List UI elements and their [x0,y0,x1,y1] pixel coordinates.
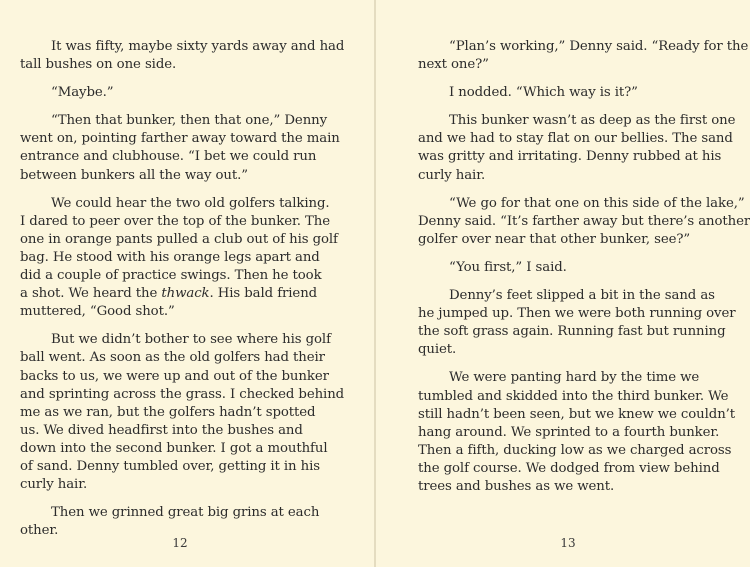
paragraph [418,84,748,102]
text-line: did a couple of practice swings. Then he took [20,268,322,284]
text-line: still hadn’t been seen, but we knew we couldn’t [418,406,736,422]
text-line: and sprinting across the grass. I checked behind [20,386,345,402]
text-line: We were panting hard by the time we [449,370,700,386]
text-line: backs to us, we were up and out of the bunker [20,368,329,384]
text-line: hang around. We sprinted to a fourth bunker. [418,424,720,440]
text-line: went on, pointing farther away toward the main [20,131,340,147]
text-line: tumbled and skidded into the third bunker. We [418,388,729,404]
text-line: I nodded. “Which way is it?” [449,85,638,101]
text-line: Then we grinned great big grins at each [51,505,320,521]
text-line: We could hear the two old golfers talking. [51,195,330,211]
text-line: of sand. Denny tumbled over, getting it in his [20,458,320,474]
text-line: “You first,” I said. [449,259,567,275]
paragraph [418,38,748,74]
paragraph [20,38,344,74]
text-line: curly hair. [418,167,486,183]
paragraph [418,112,748,184]
page-number-right: 13 [560,536,576,550]
text-line: Denny said. “It’s farther away but there’s another [418,213,750,229]
text-line: us. We dived headfirst into the bushes and [20,422,303,438]
text-line: trees and bushes as we went. [418,478,615,494]
text-line: he jumped up. Then we were both running over [418,306,736,322]
text-line: other. [20,523,59,539]
right-page [375,0,750,567]
text-line: one in orange pants pulled a club out of his golf [20,231,338,247]
text-line: tall bushes on one side. [20,57,177,73]
text-line: “Then that bunker, then that one,” Denny [51,113,328,129]
text-line: This bunker wasn’t as deep as the first one [449,113,736,129]
text-line: me as we ran, but the golfers hadn’t spotted [20,404,316,420]
paragraph [20,504,344,540]
text-line: curly hair. [20,477,88,493]
paragraph [20,195,344,322]
text-line: bag. He stood with his orange legs apart and [20,249,320,265]
text-line: the soft grass again. Running fast but running [418,324,726,340]
right-page-text [418,38,748,506]
text-line: between bunkers all the way out.” [20,167,248,183]
text-line: entrance and clubhouse. “I bet we could run [20,149,317,165]
text-line: Then a fifth, ducking low as we charged across [418,442,732,458]
emphasized-word: thwack [161,286,210,302]
text-line: golfer over near that other bunker, see?” [418,231,691,247]
text-line: It was fifty, maybe sixty yards away and had [51,39,345,54]
paragraph [418,259,748,277]
text-line: “We go for that one on this side of the lake,” [449,195,745,211]
paragraph [418,369,748,496]
text-line: and we had to stay flat on our bellies. The sand [418,131,733,147]
paragraph [20,84,344,102]
text-line: quiet. [418,342,457,358]
text-fragment: a shot. We heard the [20,286,162,302]
page-number-left: 12 [172,536,188,550]
text-line: Denny’s feet slipped a bit in the sand as [449,288,715,304]
text-line: the golf course. We dodged from view behind [418,460,720,476]
paragraph [20,112,344,184]
text-line: was gritty and irritating. Denny rubbed at his [418,149,722,165]
text-line: ball went. As soon as the old golfers had their [20,350,325,366]
text-line: down into the second bunker. I got a mouthful [20,440,328,456]
text-line: I dared to peer over the top of the bunker. The [20,213,331,229]
text-line: muttered, “Good shot.” [20,304,175,320]
text-line: But we didn’t bother to see where his golf [51,332,331,348]
text-line [20,285,344,303]
paragraph [418,287,748,359]
left-page-text [20,38,344,550]
paragraph [20,331,344,494]
text-fragment: . His bald friend [209,286,318,302]
paragraph [418,195,748,249]
text-line: “Maybe.” [51,85,114,101]
text-line: next one?” [418,57,489,73]
text-line: “Plan’s working,” Denny said. “Ready for the [449,39,749,54]
